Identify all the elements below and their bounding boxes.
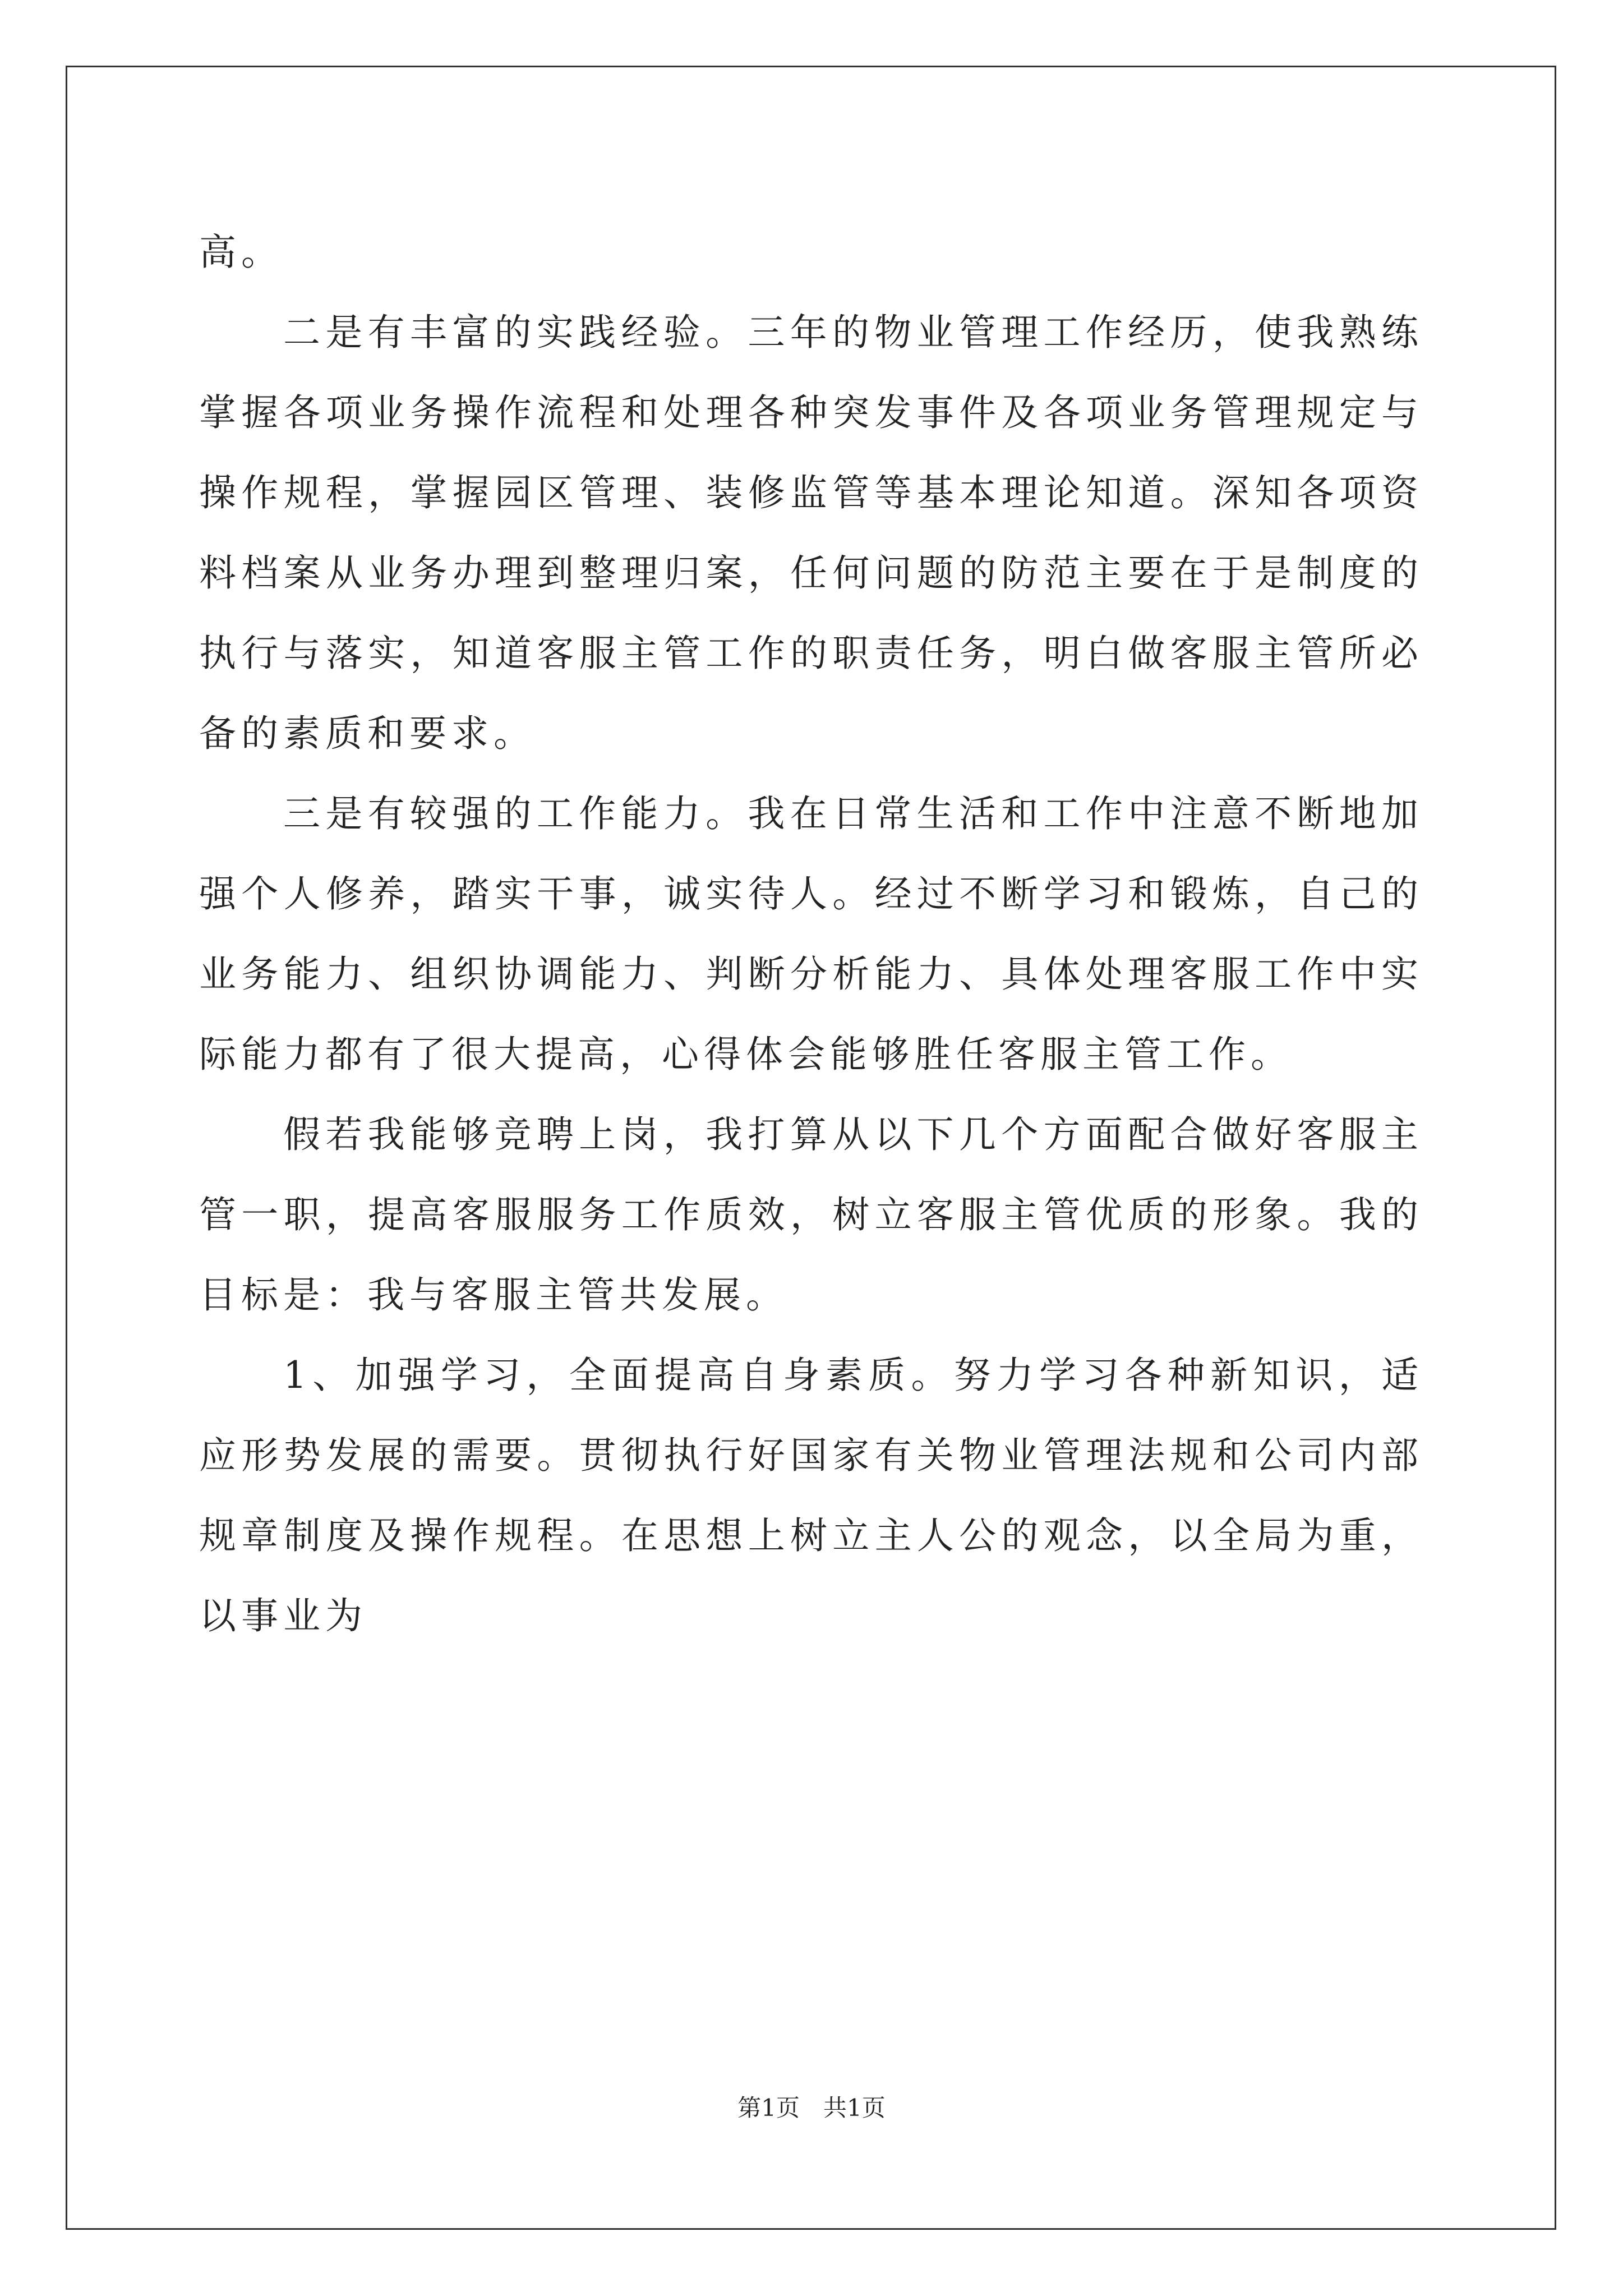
paragraph-2: 二是有丰富的实践经验。三年的物业管理工作经历，使我熟练掌握各项业务操作流程和处理各种突发事件及各项业务管理规定与操作规程，掌握园区管理、装修监管等基本理论知道。深知各项资料档案从业务办理到整理归案，任何问题的防范主要在于是制度的执行与落实，知道客服主管工作的职责任务，明白做客服主管所必备的素质和要求。 <box>199 311 1423 755</box>
paragraph-1: 高。 <box>199 231 283 274</box>
paragraph-4: 假若我能够竞聘上岗，我打算从以下几个方面配合做好客服主管一职，提高客服服务工作质效，树立客服主管优质的形象。我的目标是：我与客服主管共发展。 <box>199 1113 1423 1317</box>
paragraph-5: 1、加强学习，全面提高自身素质。努力学习各种新知识，适应形势发展的需要。贯彻执行好国家有关物业管理法规和公司内部规章制度及操作规程。在思想上树立主人公的观念，以全局为重，以事业为 <box>199 1354 1423 1637</box>
page-footer: 第1页 共1页 <box>737 2094 886 2122</box>
document-body <box>199 212 1423 1656</box>
paragraph-3: 三是有较强的工作能力。我在日常生活和工作中注意不断地加强个人修养，踏实干事，诚实待人。经过不断学习和锻炼，自己的业务能力、组织协调能力、判断分析能力、具体处理客服工作中实际能力都有了很大提高，心得体会能够胜任客服主管工作。 <box>199 792 1423 1076</box>
